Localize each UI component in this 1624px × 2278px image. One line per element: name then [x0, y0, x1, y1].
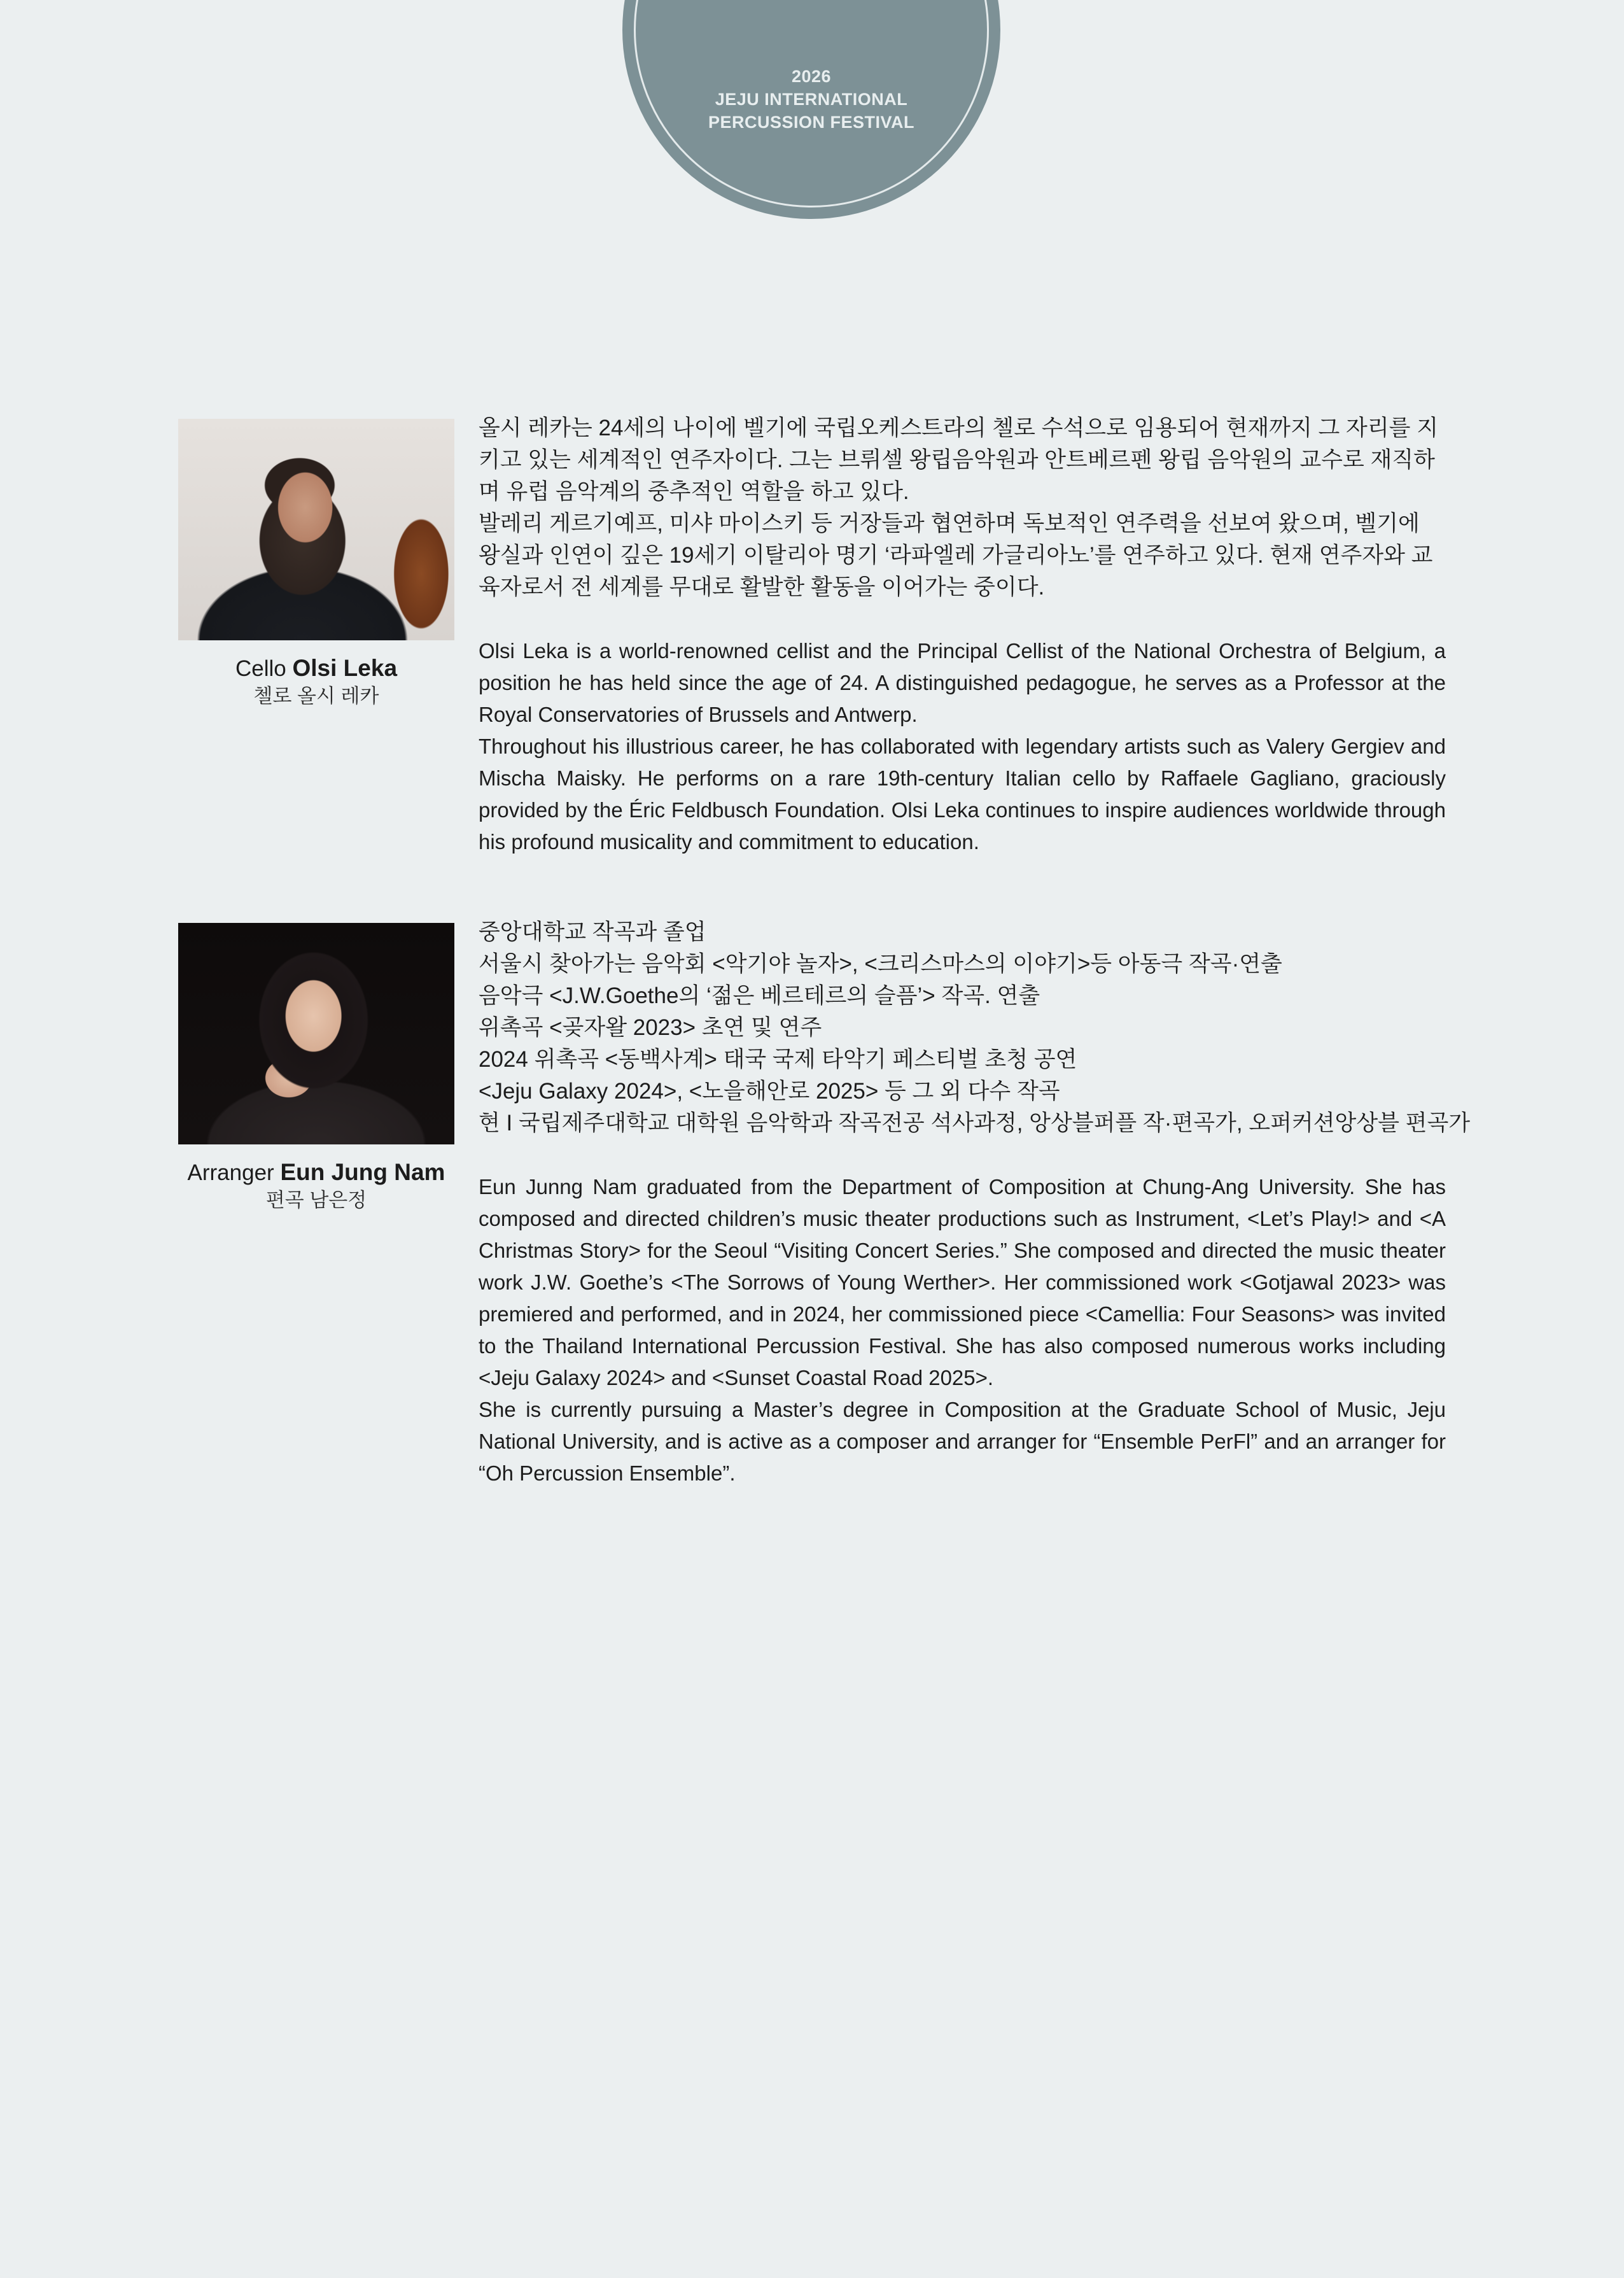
english-bio	[479, 635, 1446, 858]
profile-caption	[178, 654, 454, 710]
caption-english	[178, 1158, 454, 1187]
korean-paragraph: 올시 레카는 24세의 나이에 벨기에 국립오케스트라의 첼로 수석으로 임용되어 현재까지 그 자리를 지키고 있는 세계적인 연주자이다. 그는 브뤼셀 왕립음악원과 안트베르펜 왕립 음악원의 교수로 재직하며 유럽 음악계의 중추적인 역할을 하고 있다.	[479, 416, 1439, 504]
badge-text	[622, 65, 1000, 134]
korean-paragraph: 발레리 게르기예프, 미샤 마이스키 등 거장들과 협연하며 독보적인 연주력을 선보여 왔으며, 벨기에 왕실과 인연이 깊은 19세기 이탈리아 명기 ‘라파엘레 가글리아노’를 연주하고 있다. 현재 연주자와 교육자로서 전 세계를 무대로 활발한 활동을 이어가는 중이다.	[479, 511, 1433, 600]
english-paragraph: Throughout his illustrious career, he has collaborated with legendary artists such as Valery Gergiev and Mischa Maisky. He performs on a rare 19th-century Italian cello by Raffaele Gagliano, graciously provided by the Éric Feldbusch Foundation. Olsi Leka continues to inspire audiences worldwide through his profound musicality and commitment to education.	[479, 735, 1446, 854]
badge-line-1: JEJU INTERNATIONAL	[715, 90, 908, 109]
profile-card	[178, 419, 454, 710]
portrait-photo-eun-jung-nam	[178, 923, 454, 1144]
performer-name: Eun Jung Nam	[280, 1159, 445, 1185]
performer-name: Olsi Leka	[292, 655, 398, 681]
english-bio	[479, 1171, 1446, 1489]
badge-line-2: PERCUSSION FESTIVAL	[708, 113, 915, 132]
festival-badge	[622, 0, 1000, 219]
caption-english	[178, 654, 454, 683]
profile-caption	[178, 1158, 454, 1214]
credit-line: 위촉곡 <곶자왈 2023> 초연 및 연주	[479, 1015, 822, 1040]
credit-line: 현 I 국립제주대학교 대학원 음악학과 작곡전공 석사과정, 앙상블퍼플 작·편곡가, 오퍼커션앙상블 편곡가	[479, 1111, 1471, 1135]
english-paragraph: Olsi Leka is a world-renowned cellist and the Principal Cellist of the National Orchestra of Belgium, a position he has held since the age of 24. A distinguished pedagogue, he serves as a Professor at the Royal Conservatories of Brussels and Antwerp.	[479, 639, 1446, 726]
english-paragraph: She is currently pursuing a Master’s degree in Composition at the Graduate School of Music, Jeju National University, and is active as a composer and arranger for “Ensemble PerFl” and an arranger for “Oh Percussion Ensemble”.	[479, 1398, 1446, 1485]
credit-line: 중앙대학교 작곡과 졸업	[479, 920, 706, 945]
credit-line: 서울시 찾아가는 음악회 <악기야 놀자>, <크리스마스의 이야기>등 아동극 작곡·연출	[479, 952, 1282, 976]
caption-korean: 편곡 남은정	[265, 1189, 367, 1211]
role-label: Arranger	[187, 1160, 274, 1185]
portrait-photo-olsi-leka	[178, 419, 454, 640]
english-paragraph: Eun Junng Nam graduated from the Department of Composition at Chung-Ang University. She has composed and directed children’s music theater productions such as Instrument, <Let’s Play!> and <A Christmas Story> for the Seoul “Visiting Concert Series.” She composed and directed the music theater work J.W. Goethe’s <The Sorrows of Young Werther>. Her commissioned work <Gotjawal 2023> was premiered and performed, and in 2024, her commissioned piece <Camellia: Four Seasons> was invited to the Thailand International Percussion Festival. She has also composed numerous works including <Jeju Galaxy 2024> and <Sunset Coastal Road 2025>.	[479, 1175, 1446, 1389]
bio-text	[479, 412, 1446, 858]
credit-line: <Jeju Galaxy 2024>, <노을해안로 2025> 등 그 외 다수 작곡	[479, 1079, 1060, 1104]
badge-year: 2026	[791, 67, 832, 86]
caption-korean: 첼로 올시 레카	[253, 685, 379, 707]
role-label: Cello	[235, 656, 286, 681]
bio-text	[479, 917, 1471, 1489]
credit-line: 음악극 <J.W.Goethe의 ‘젊은 베르테르의 슬픔’> 작곡. 연출	[479, 983, 1040, 1008]
credit-line: 2024 위촉곡 <동백사계> 태국 국제 타악기 페스티벌 초청 공연	[479, 1047, 1077, 1072]
profile-card	[178, 923, 454, 1214]
korean-bio	[479, 412, 1446, 603]
korean-credits-list	[479, 917, 1471, 1139]
